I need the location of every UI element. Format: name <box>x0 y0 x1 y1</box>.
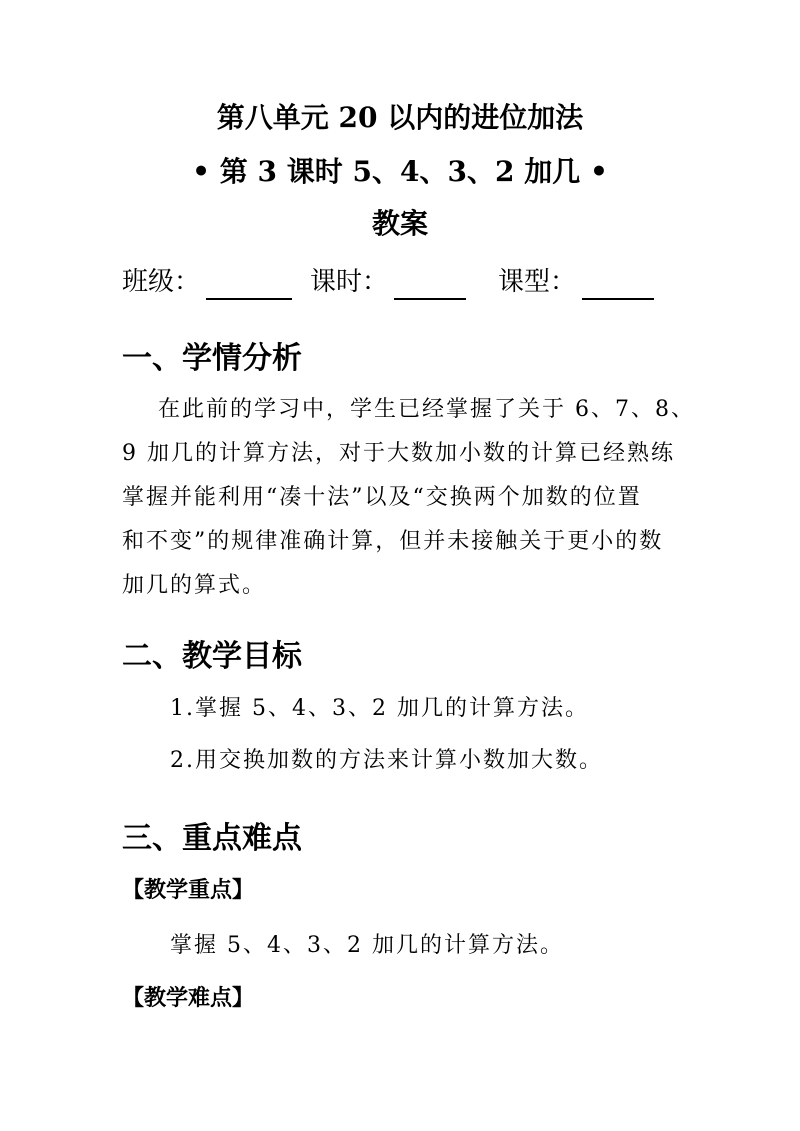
analysis-paragraph <box>122 388 695 608</box>
goal-item-2: 2.用交换加数的方法来计算小数加大数。 <box>170 748 603 773</box>
lesson-title: • 第 3 课时 5、4、3、2 加几 • <box>192 155 608 188</box>
meta-row <box>122 260 654 300</box>
class-blank <box>206 268 292 300</box>
class-label: 班级： <box>122 267 201 297</box>
analysis-line-2: 9 加几的计算方法，对于大数加小数的计算已经熟练 <box>122 441 675 466</box>
analysis-line-3: 掌握并能利用“凑十法”以及“交换两个加数的位置 <box>122 485 642 510</box>
section-heading-keypoints: 三、重点难点 <box>122 821 302 856</box>
unit-title: 第八单元 20 以内的进位加法 <box>216 101 584 134</box>
section-heading-goals: 二、教学目标 <box>122 639 302 674</box>
analysis-line-1: 在此前的学习中，学生已经掌握了关于 6、7、8、 <box>122 397 695 422</box>
goal-item-1: 1.掌握 5、4、3、2 加几的计算方法。 <box>170 696 589 721</box>
analysis-line-4: 和不变”的规律准确计算，但并未接触关于更小的数 <box>122 529 664 554</box>
type-blank <box>582 268 654 300</box>
type-label: 课型： <box>498 267 577 297</box>
focus-text: 掌握 5、4、3、2 加几的计算方法。 <box>170 933 564 958</box>
focus-label: 【教学重点】 <box>122 877 255 903</box>
doc-type-title: 教案 <box>371 207 428 240</box>
section-heading-analysis: 一、学情分析 <box>122 341 302 376</box>
analysis-line-5: 加几的算式。 <box>122 573 267 598</box>
period-blank <box>394 268 466 300</box>
difficulty-label: 【教学难点】 <box>122 985 255 1011</box>
period-label: 课时： <box>310 267 389 297</box>
